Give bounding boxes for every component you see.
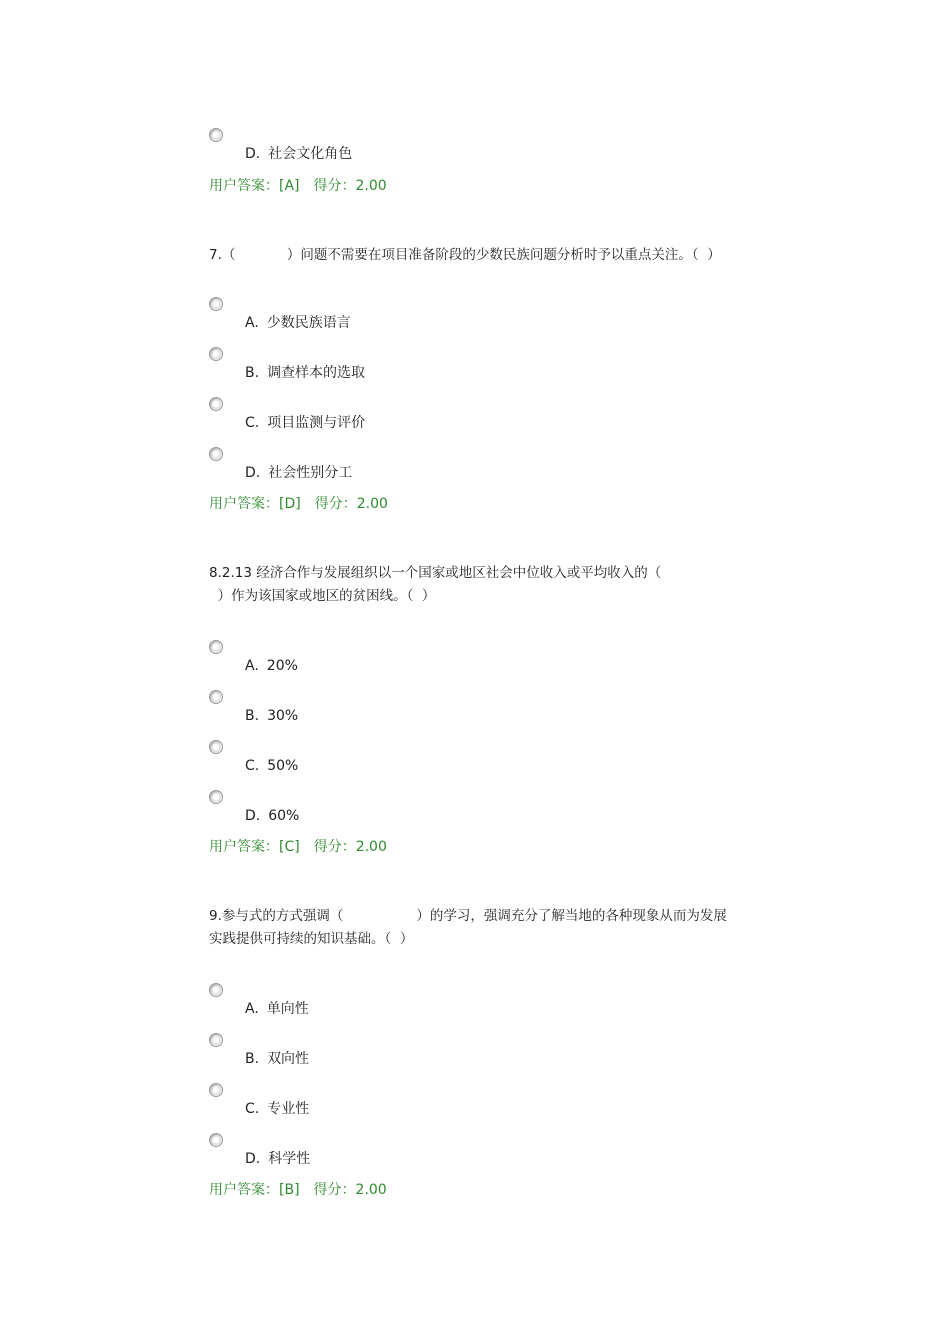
option-d: [245, 464, 352, 482]
option-text: 项目监测与评价: [267, 415, 366, 431]
user-answer: [209, 838, 387, 856]
radio-button[interactable]: [209, 128, 223, 142]
option-letter: A.: [245, 315, 259, 331]
question-7: [209, 244, 769, 267]
option-letter: D.: [245, 808, 261, 824]
question-text-line: 7.（ ）问题不需要在项目准备阶段的少数民族问题分析时予以重点关注。（ ）: [209, 247, 721, 263]
radio-button-q7-b[interactable]: [209, 347, 223, 361]
radio-button-q7-a[interactable]: [209, 297, 223, 311]
option-letter: D.: [245, 465, 261, 481]
option-text: 专业性: [267, 1101, 310, 1117]
user-answer: [209, 495, 388, 513]
question-9: [209, 905, 769, 951]
radio-button-q9-d[interactable]: [209, 1133, 223, 1147]
option-letter: C.: [245, 758, 260, 774]
option-text: 社会性别分工: [268, 465, 353, 481]
score-label: 得分：2.00: [313, 1182, 387, 1198]
answer-label: 用户答案：[C]: [209, 839, 300, 855]
option-text: 社会文化角色: [268, 146, 353, 162]
question-text-line: 9.参与式的方式强调（ ）的学习，强调充分了解当地的各种现象从而为发展: [209, 908, 727, 924]
question-text-line: 8.2.13 经济合作与发展组织以一个国家或地区社会中位收入或平均收入的（: [209, 565, 662, 581]
option-letter: D.: [245, 146, 261, 162]
option-text: 30%: [267, 708, 299, 724]
radio-button-q9-c[interactable]: [209, 1083, 223, 1097]
option-a: [245, 657, 298, 675]
radio-button-q9-a[interactable]: [209, 983, 223, 997]
option-text: 调查样本的选取: [267, 365, 366, 381]
score-label: 得分：2.00: [313, 178, 387, 194]
option-text: 20%: [266, 658, 298, 674]
option-d: [245, 807, 299, 825]
user-answer: [209, 1181, 387, 1199]
option-text: 单向性: [266, 1001, 309, 1017]
radio-button-q7-d[interactable]: [209, 447, 223, 461]
option-a: [245, 1000, 309, 1018]
option-b: [245, 364, 365, 382]
option-d: [245, 1150, 310, 1168]
score-label: 得分：2.00: [313, 839, 387, 855]
option-letter: D.: [245, 1151, 261, 1167]
option-letter: A.: [245, 1001, 259, 1017]
option-c: [245, 1100, 309, 1118]
question-text-line: 实践提供可持续的知识基础。（ ）: [209, 931, 414, 947]
question-8: [209, 562, 769, 608]
option-text: 少数民族语言: [266, 315, 351, 331]
option-letter: B.: [245, 365, 260, 381]
option-c: [245, 414, 365, 432]
option-c: [245, 757, 298, 775]
radio-button-q8-d[interactable]: [209, 790, 223, 804]
radio-button-q7-c[interactable]: [209, 397, 223, 411]
score-label: 得分：2.00: [314, 496, 388, 512]
radio-button-q8-a[interactable]: [209, 640, 223, 654]
option-text: 60%: [268, 808, 300, 824]
radio-button-q8-c[interactable]: [209, 740, 223, 754]
option-letter: B.: [245, 708, 260, 724]
option-letter: A.: [245, 658, 259, 674]
option-letter: C.: [245, 1101, 260, 1117]
radio-button-q8-b[interactable]: [209, 690, 223, 704]
option-text: 50%: [267, 758, 299, 774]
option-d: [245, 145, 352, 163]
option-a: [245, 314, 351, 332]
question-text-line: ）作为该国家或地区的贫困线。（ ）: [209, 588, 436, 604]
answer-label: 用户答案：[D]: [209, 496, 301, 512]
option-letter: C.: [245, 415, 260, 431]
option-letter: B.: [245, 1051, 260, 1067]
radio-button-q9-b[interactable]: [209, 1033, 223, 1047]
answer-label: 用户答案：[B]: [209, 1182, 300, 1198]
option-b: [245, 707, 298, 725]
answer-label: 用户答案：[A]: [209, 178, 300, 194]
option-text: 双向性: [267, 1051, 310, 1067]
option-text: 科学性: [268, 1151, 311, 1167]
option-b: [245, 1050, 309, 1068]
user-answer: [209, 177, 387, 195]
